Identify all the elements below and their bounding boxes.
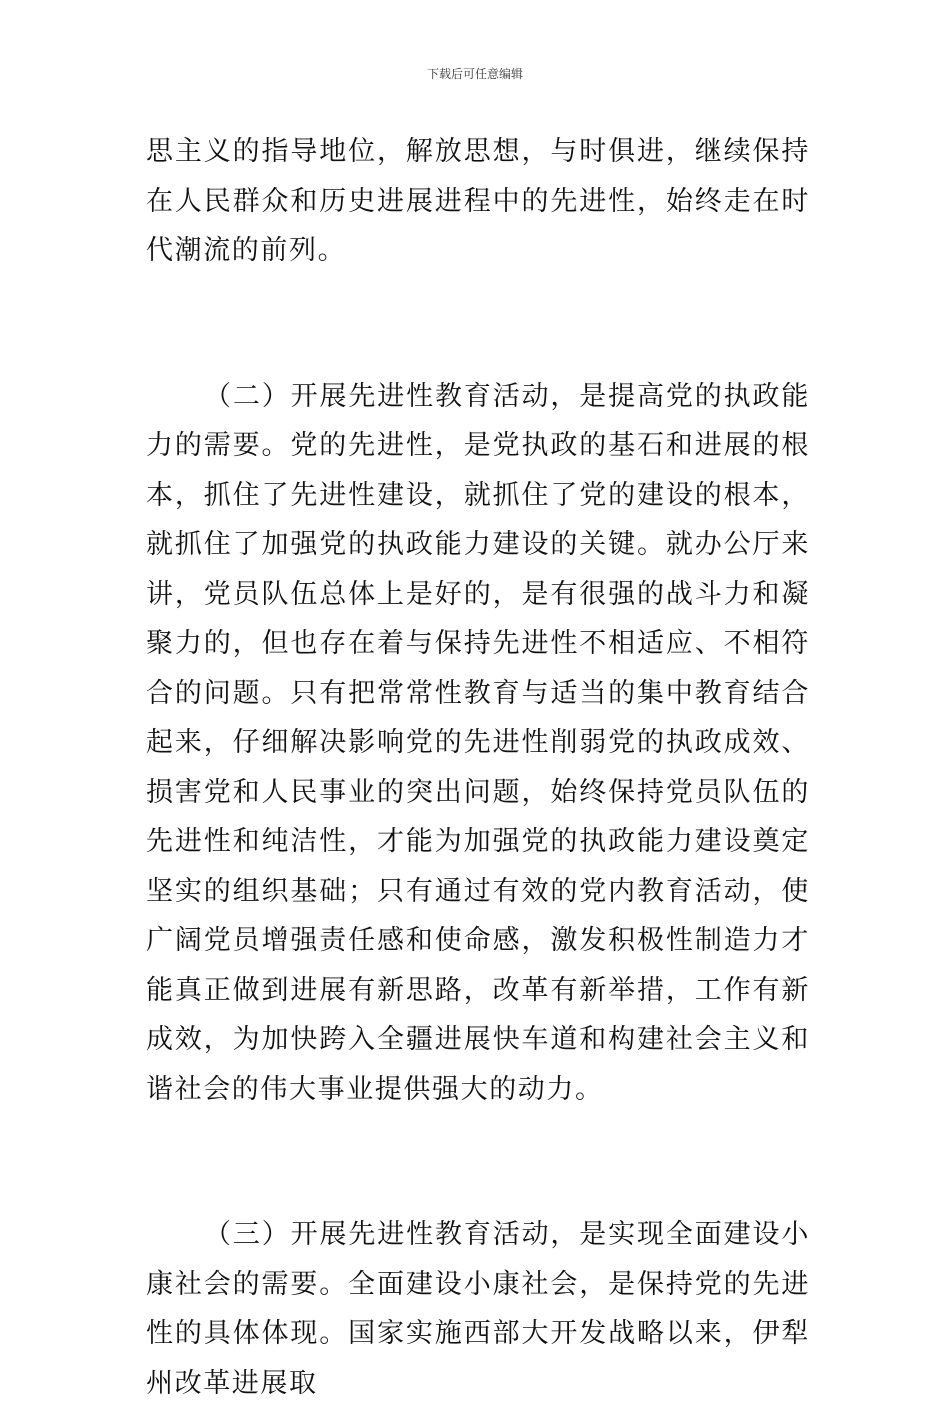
paragraph-section-three: （三）开展先进性教育活动，是实现全面建设小康社会的需要。全面建设小康社会，是保持党的先进性的具体体现。国家实施西部大开发战略以来，伊犁州改革进展取 <box>146 1219 810 1399</box>
page-header-note: 下载后可任意编辑 <box>426 67 523 81</box>
document-body <box>146 127 810 1408</box>
paragraph-section-two: （二）开展先进性教育活动，是提高党的执政能力的需要。党的先进性，是党执政的基石和进展的根本，抓住了先进性建设，就抓住了党的建设的根本，就抓住了加强党的执政能力建设的关键。就办公厅来讲，党员队伍总体上是好的，是有很强的战斗力和凝聚力的，但也存在着与保持先进性不相适应、不相符合的问题。只有把常常性教育与适当的集中教育结合起来，仔细解决影响党的先进性削弱党的执政成效、损害党和人民事业的突出问题，始终保持党员队伍的先进性和纯洁性，才能为加强党的执政能力建设奠定坚实的组织基础；只有通过有效的党内教育活动，使广阔党员增强责任感和使命感，激发积极性制造力才能真正做到进展有新思路，改革有新举措，工作有新成效，为加快跨入全疆进展快车道和构建社会主义和谐社会的伟大事业提供强大的动力。 <box>146 380 810 1105</box>
paragraph-continuation: 思主义的指导地位，解放思想，与时俱进，继续保持在人民群众和历史进展进程中的先进性，始终走在时代潮流的前列。 <box>146 136 810 266</box>
